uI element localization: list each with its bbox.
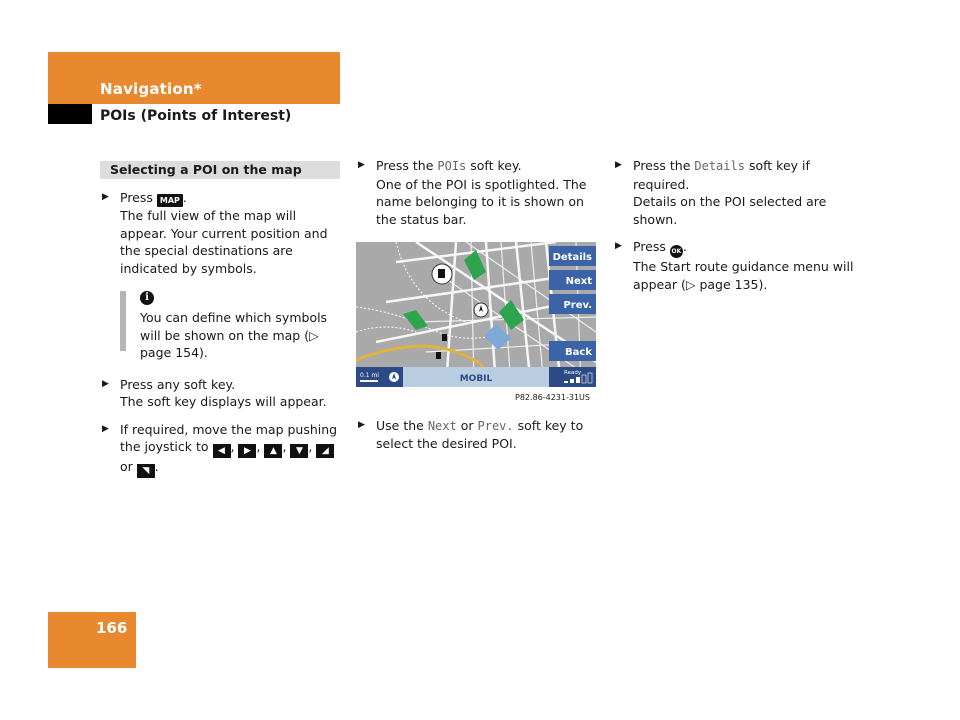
- column-3: [613, 157, 858, 293]
- softkey-back: Back: [565, 347, 592, 358]
- map-key-icon: MAP: [157, 194, 183, 207]
- joystick-left-icon: ◀: [213, 444, 231, 458]
- bullet-icon: ▶: [102, 378, 109, 389]
- bullet-icon: ▶: [615, 160, 622, 170]
- pois-softkey-label: POIs: [437, 159, 467, 173]
- step-press-soft-key: ▶ Press any soft key.: [102, 376, 236, 392]
- map-scale: 0.1 mi: [360, 372, 379, 379]
- step-select-poi: ▶ Use the Next or Prev. soft key to select the desired POI.: [358, 417, 584, 451]
- prev-softkey-label: Prev.: [477, 418, 514, 433]
- bullet-icon: ▶: [358, 419, 365, 430]
- softkey-prev: Prev.: [563, 300, 592, 311]
- navigation-map: [356, 242, 596, 387]
- joystick-diagonal-down-icon: ◢: [316, 444, 334, 458]
- page-number: 166: [96, 619, 128, 637]
- bullet-icon: ▶: [615, 241, 622, 251]
- header-tab: [48, 104, 92, 124]
- step-move-map: ▶ If required, move the map pushing the joystick to ◀ , ▶ , ▲ , ▼ , ◢ or ◥ .: [102, 421, 338, 476]
- step-description: The full view of the map will appear. Your current position and the special destinations are indicated by symbols.: [120, 208, 328, 276]
- softkey-next: Next: [565, 276, 592, 287]
- bullet-icon: ▶: [358, 160, 365, 170]
- info-note: [120, 291, 340, 362]
- step-description: Details on the POI selected are shown.: [633, 194, 827, 227]
- ok-button-icon: OK: [670, 245, 683, 258]
- next-softkey-label: Next: [427, 418, 457, 433]
- step-description: The soft key displays will appear.: [120, 394, 327, 409]
- navigation-map-figure: [356, 242, 596, 407]
- step-press-details: ▶ Press the Details soft key if required.: [615, 158, 810, 192]
- joystick-right-icon: ▶: [238, 444, 256, 458]
- step-press-pois: ▶ Press the POIs soft key.: [358, 158, 522, 173]
- details-softkey-label: Details: [694, 159, 745, 173]
- bullet-icon: ▶: [102, 423, 109, 434]
- chapter-title: Navigation*: [100, 80, 202, 98]
- info-bar: [120, 291, 126, 351]
- column-2: [356, 157, 596, 453]
- section-subtitle: POIs (Points of Interest): [100, 108, 292, 124]
- step-description: One of the POI is spotlighted. The name belonging to it is shown on the status bar.: [376, 176, 587, 227]
- step-description: The Start route guidance menu will appear (▷ page 135).: [633, 259, 854, 292]
- figure-caption: P82.86-4231-31US: [515, 393, 590, 402]
- bullet-icon: ▶: [102, 192, 109, 202]
- column-1: [100, 161, 340, 478]
- joystick-up-icon: ▲: [264, 444, 282, 458]
- info-icon: i: [140, 291, 154, 305]
- joystick-down-icon: ▼: [290, 444, 308, 458]
- softkey-details: Details: [552, 252, 592, 263]
- step-press-ok: ▶ Press OK .: [613, 238, 858, 258]
- info-text: You can define which symbols will be shown on the map (▷ page 154).: [140, 310, 328, 360]
- joystick-diagonal-up-icon: ◥: [137, 464, 155, 478]
- section-heading: Selecting a POI on the map: [100, 161, 340, 179]
- status-ready: Ready: [564, 370, 582, 376]
- status-poi-name: MOBIL: [459, 374, 493, 384]
- step-press-map: ▶ Press MAP .: [102, 190, 187, 205]
